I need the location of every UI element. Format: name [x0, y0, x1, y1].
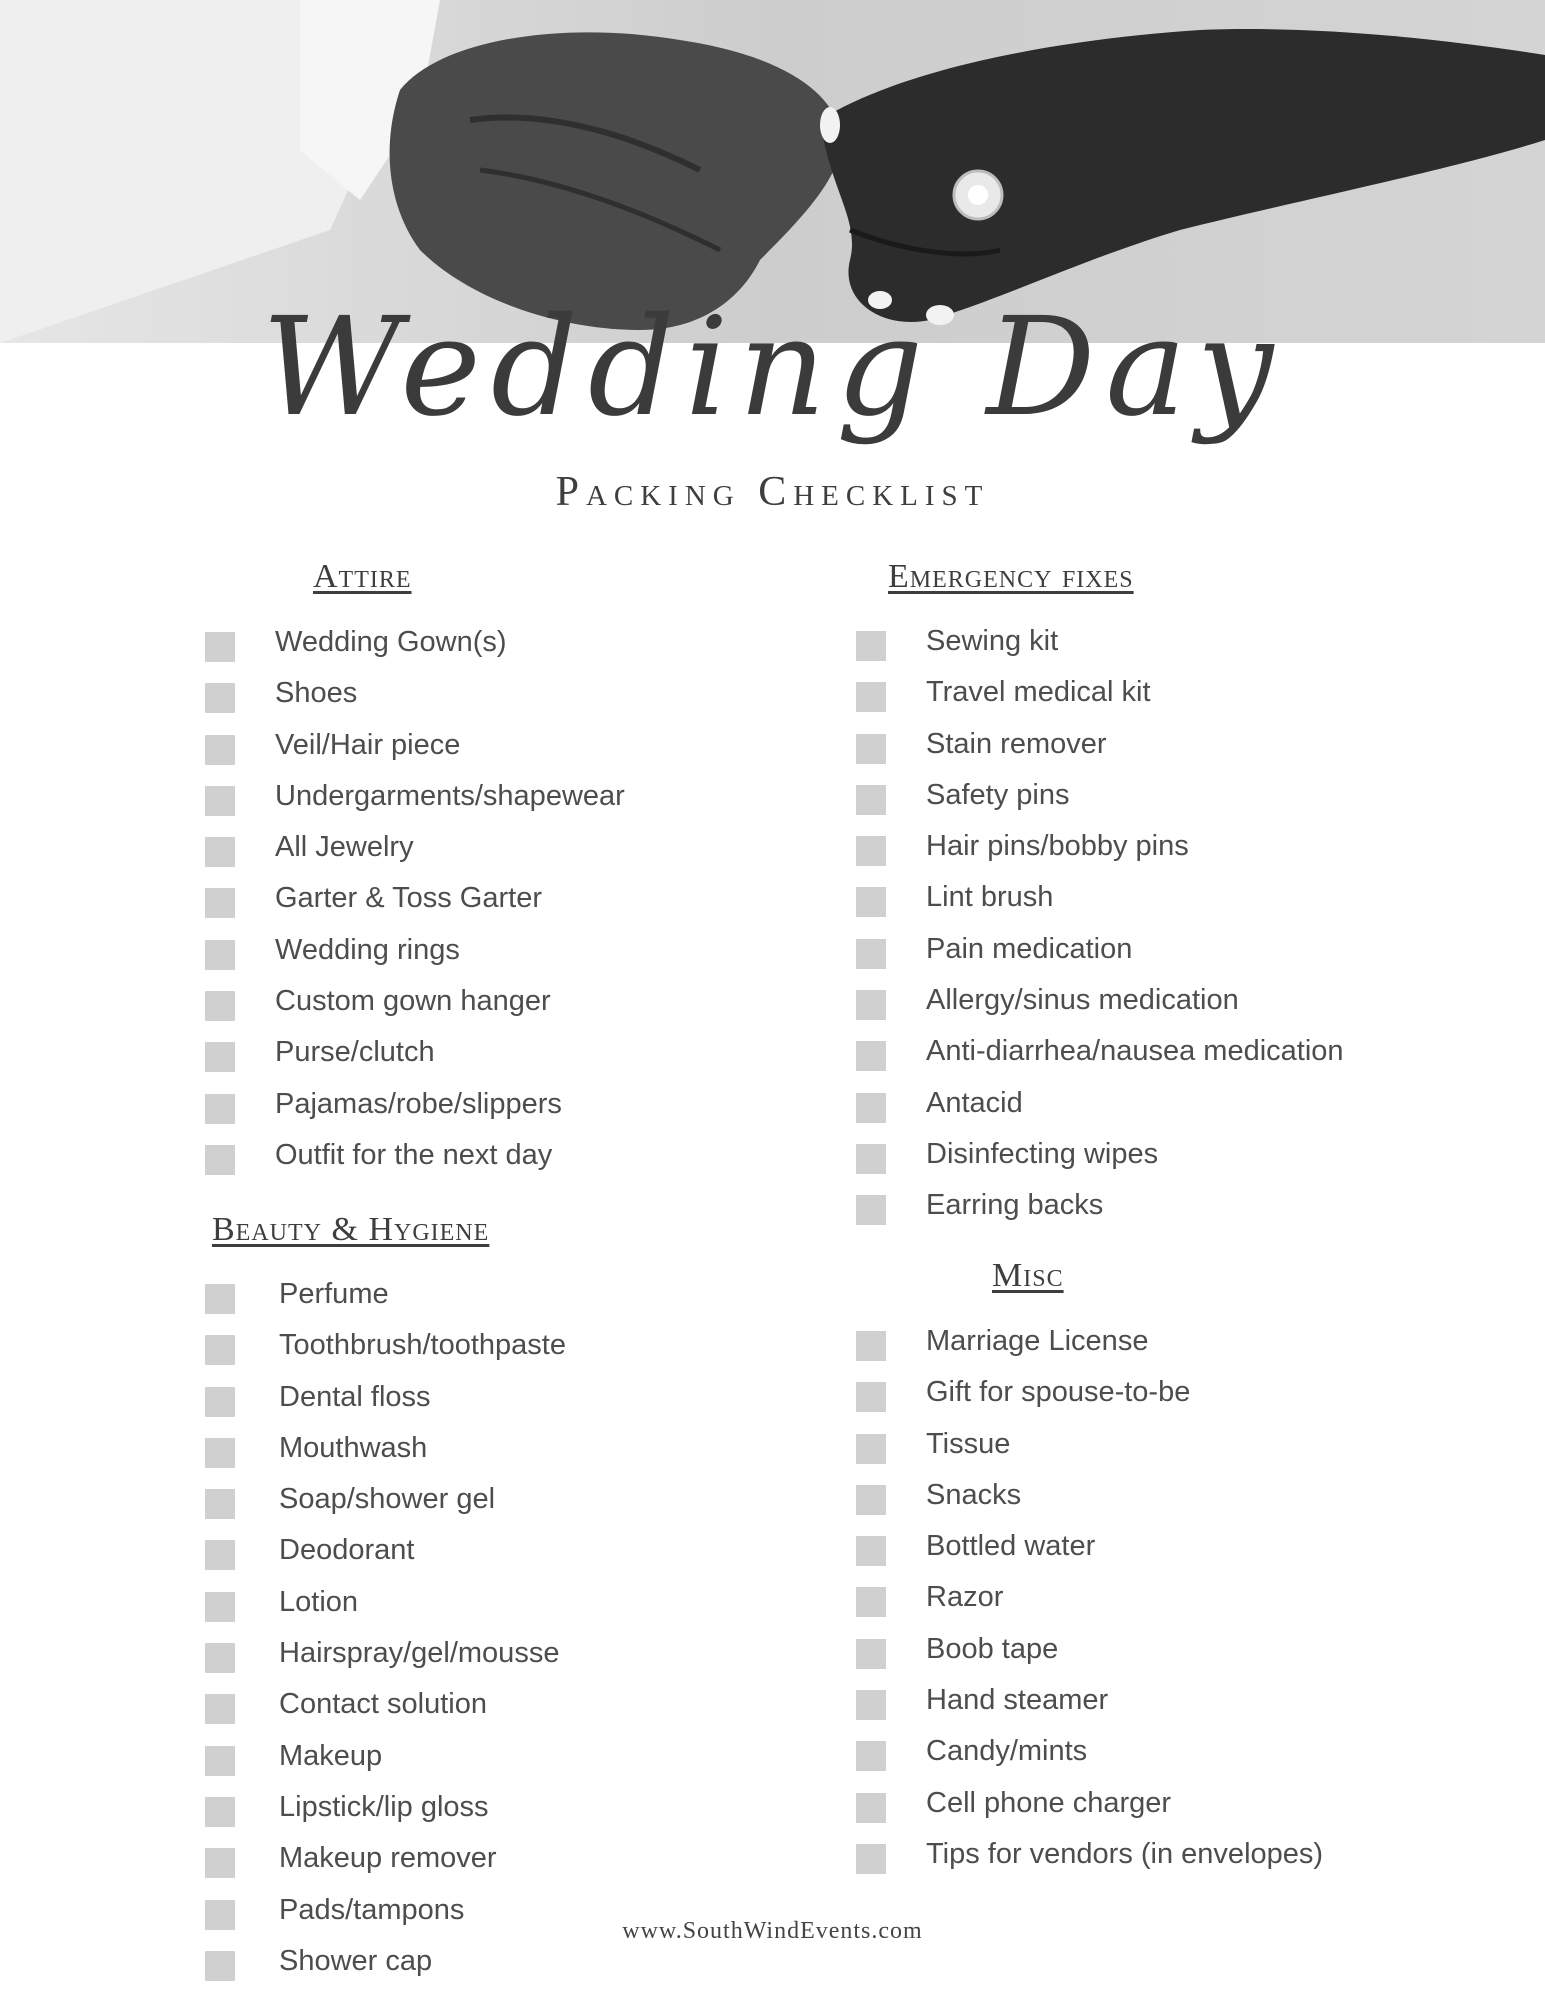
list-item[interactable]: [205, 1732, 765, 1783]
item-label: Mouthwash: [279, 1431, 428, 1464]
item-label: Undergarments/shapewear: [275, 779, 625, 812]
checkbox[interactable]: [856, 939, 886, 969]
checkbox[interactable]: [856, 631, 886, 661]
checkbox[interactable]: [205, 1797, 235, 1827]
checkbox[interactable]: [856, 1195, 886, 1225]
item-label: Antacid: [926, 1086, 1023, 1119]
checkbox[interactable]: [856, 836, 886, 866]
list-item[interactable]: [856, 925, 1496, 976]
list-item[interactable]: [856, 822, 1496, 873]
checkbox[interactable]: [205, 940, 235, 970]
list-item[interactable]: [205, 1080, 765, 1131]
misc-list: [856, 1317, 1496, 1881]
item-label: Garter & Toss Garter: [275, 882, 542, 915]
item-label: Hair pins/bobby pins: [926, 830, 1189, 863]
checkbox[interactable]: [205, 1746, 235, 1776]
attire-list: [205, 618, 765, 1182]
list-item[interactable]: [856, 771, 1496, 822]
checkbox[interactable]: [856, 682, 886, 712]
list-item[interactable]: [856, 1573, 1496, 1624]
checkbox[interactable]: [205, 1387, 235, 1417]
item-label: Contact solution: [279, 1688, 487, 1721]
list-item[interactable]: [856, 873, 1496, 924]
item-label: Earring backs: [926, 1189, 1104, 1222]
list-item[interactable]: [856, 1522, 1496, 1573]
item-label: Tissue: [926, 1427, 1011, 1460]
list-item[interactable]: [856, 1625, 1496, 1676]
item-label: Stain remover: [926, 727, 1107, 760]
checkbox[interactable]: [856, 1331, 886, 1361]
checkbox[interactable]: [856, 734, 886, 764]
list-item[interactable]: [856, 1027, 1496, 1078]
list-item[interactable]: [205, 1475, 765, 1526]
item-label: Pain medication: [926, 932, 1133, 965]
list-item[interactable]: [856, 1079, 1496, 1130]
list-item[interactable]: [856, 1830, 1496, 1881]
list-item[interactable]: [856, 1130, 1496, 1181]
page-subtitle: Packing Checklist: [555, 469, 990, 515]
checkbox[interactable]: [856, 1434, 886, 1464]
item-label: Pajamas/robe/slippers: [275, 1087, 562, 1120]
item-label: Shoes: [275, 677, 358, 710]
item-label: Makeup: [279, 1739, 383, 1772]
checkbox[interactable]: [856, 990, 886, 1020]
checkbox[interactable]: [205, 1592, 235, 1622]
checkbox[interactable]: [205, 1848, 235, 1878]
item-label: Gift for spouse-to-be: [926, 1376, 1191, 1409]
checkbox[interactable]: [205, 632, 235, 662]
list-item[interactable]: [205, 1834, 765, 1885]
list-item[interactable]: [205, 1680, 765, 1731]
list-item[interactable]: [205, 926, 765, 977]
list-item[interactable]: [856, 1779, 1496, 1830]
list-item[interactable]: [205, 874, 765, 925]
checkbox[interactable]: [856, 1639, 886, 1669]
checkbox[interactable]: [205, 786, 235, 816]
section-title-misc: Misc: [992, 1257, 1064, 1294]
item-label: Bottled water: [926, 1530, 1096, 1563]
list-item[interactable]: [205, 721, 765, 772]
item-label: Allergy/sinus medication: [926, 984, 1239, 1017]
item-label: Custom gown hanger: [275, 985, 551, 1018]
checkbox[interactable]: [856, 1093, 886, 1123]
item-label: Veil/Hair piece: [275, 728, 461, 761]
item-label: Wedding Gown(s): [275, 626, 507, 658]
list-item[interactable]: [205, 977, 765, 1028]
item-label: Hairspray/gel/mousse: [279, 1637, 560, 1670]
checkbox[interactable]: [205, 1951, 235, 1981]
item-label: All Jewelry: [275, 831, 414, 864]
item-label: Boob tape: [926, 1632, 1059, 1665]
page-title: Wedding Day: [261, 289, 1284, 447]
item-label: Hand steamer: [926, 1684, 1109, 1717]
item-label: Purse/clutch: [275, 1036, 435, 1069]
checkbox[interactable]: [856, 887, 886, 917]
list-item[interactable]: [205, 1028, 765, 1079]
list-item[interactable]: [856, 1181, 1496, 1232]
list-item[interactable]: [856, 617, 1496, 668]
checkbox[interactable]: [205, 1042, 235, 1072]
checkbox[interactable]: [205, 735, 235, 765]
emergency-list: [856, 617, 1496, 1233]
item-label: Travel medical kit: [926, 676, 1151, 709]
checkbox[interactable]: [856, 1041, 886, 1071]
list-item[interactable]: [205, 1321, 765, 1372]
item-label: Anti-diarrhea/nausea medication: [926, 1035, 1344, 1068]
item-label: Soap/shower gel: [279, 1483, 496, 1516]
checkbox[interactable]: [856, 1382, 886, 1412]
list-item[interactable]: [205, 1578, 765, 1629]
checkbox[interactable]: [205, 1489, 235, 1519]
list-item[interactable]: [856, 1420, 1496, 1471]
checkbox[interactable]: [856, 785, 886, 815]
item-label: Dental floss: [279, 1380, 431, 1413]
list-item[interactable]: [856, 668, 1496, 719]
checkbox[interactable]: [856, 1741, 886, 1771]
checkbox[interactable]: [205, 1540, 235, 1570]
item-label: Deodorant: [279, 1534, 415, 1567]
checkbox[interactable]: [856, 1793, 886, 1823]
list-item[interactable]: [856, 720, 1496, 771]
section-title-attire: Attire: [313, 558, 412, 595]
list-item[interactable]: [205, 1629, 765, 1680]
item-label: Snacks: [926, 1478, 1022, 1511]
list-item[interactable]: [856, 1727, 1496, 1778]
checkbox[interactable]: [205, 888, 235, 918]
list-item[interactable]: [205, 823, 765, 874]
item-label: Lotion: [279, 1585, 359, 1618]
list-item[interactable]: [205, 1783, 765, 1834]
item-label: Razor: [926, 1581, 1004, 1614]
checkbox[interactable]: [205, 1284, 235, 1314]
list-item[interactable]: [205, 1131, 765, 1182]
item-label: Tips for vendors (in envelopes): [926, 1837, 1324, 1870]
checkbox[interactable]: [205, 837, 235, 867]
checkbox[interactable]: [205, 1094, 235, 1124]
item-label: Candy/mints: [926, 1735, 1088, 1768]
item-label: Wedding rings: [275, 933, 460, 966]
item-label: Lipstick/lip gloss: [279, 1790, 489, 1823]
beauty-list: [205, 1270, 765, 1988]
checkbox[interactable]: [205, 991, 235, 1021]
website-link[interactable]: www.SouthWindEvents.com: [622, 1918, 923, 1944]
checkbox[interactable]: [856, 1536, 886, 1566]
checkbox[interactable]: [205, 1438, 235, 1468]
item-label: Makeup remover: [279, 1842, 497, 1875]
list-item[interactable]: [856, 1471, 1496, 1522]
item-label: Cell phone charger: [926, 1786, 1172, 1819]
checkbox[interactable]: [205, 1694, 235, 1724]
checkbox[interactable]: [856, 1144, 886, 1174]
checkbox[interactable]: [856, 1844, 886, 1874]
checkbox[interactable]: [205, 1643, 235, 1673]
checkbox[interactable]: [856, 1690, 886, 1720]
list-item[interactable]: [205, 1526, 765, 1577]
list-item[interactable]: [205, 772, 765, 823]
item-label: Shower cap: [279, 1944, 433, 1977]
section-title-emergency: Emergency fixes: [888, 558, 1134, 595]
item-label: Outfit for the next day: [275, 1138, 553, 1171]
list-item[interactable]: [205, 669, 765, 720]
list-item[interactable]: [205, 618, 765, 669]
item-label: Lint brush: [926, 881, 1054, 914]
item-label: Marriage License: [926, 1325, 1149, 1357]
checkbox[interactable]: [205, 1335, 235, 1365]
list-item[interactable]: [856, 1676, 1496, 1727]
item-label: Safety pins: [926, 778, 1070, 811]
list-item[interactable]: [856, 976, 1496, 1027]
item-label: Perfume: [279, 1278, 389, 1310]
list-item[interactable]: [856, 1317, 1496, 1368]
list-item[interactable]: [205, 1424, 765, 1475]
checkbox[interactable]: [856, 1587, 886, 1617]
checkbox[interactable]: [205, 683, 235, 713]
list-item[interactable]: [856, 1368, 1496, 1419]
item-label: Pads/tampons: [279, 1893, 465, 1926]
section-title-beauty: Beauty & Hygiene: [212, 1211, 490, 1248]
item-label: Toothbrush/toothpaste: [279, 1329, 566, 1362]
item-label: Disinfecting wipes: [926, 1137, 1159, 1170]
checkbox[interactable]: [205, 1145, 235, 1175]
list-item[interactable]: [205, 1373, 765, 1424]
checkbox[interactable]: [856, 1485, 886, 1515]
item-label: Sewing kit: [926, 625, 1059, 657]
list-item[interactable]: [205, 1270, 765, 1321]
